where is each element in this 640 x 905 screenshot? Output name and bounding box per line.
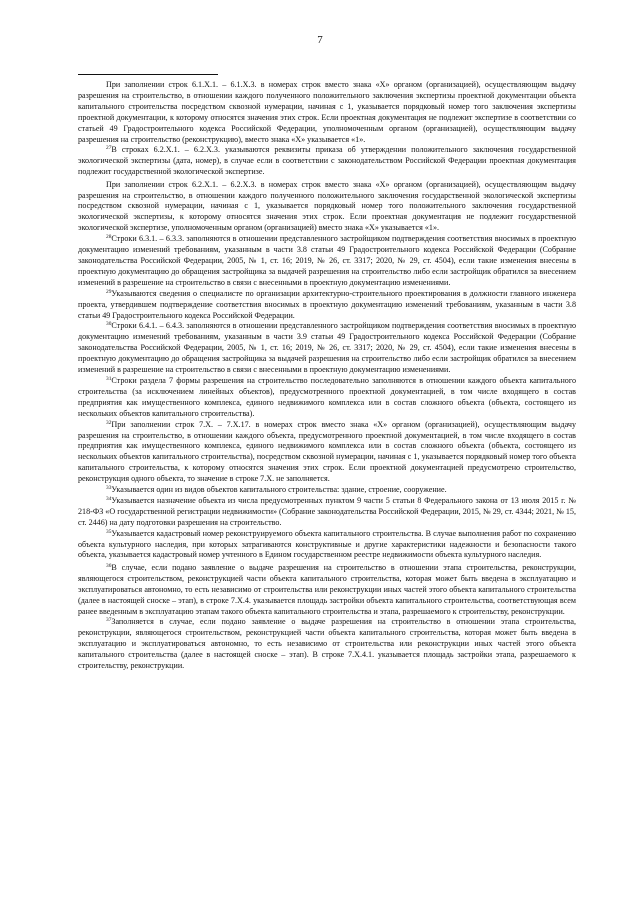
footnote-30 [78, 321, 576, 376]
footnote-32 [78, 420, 576, 485]
footnote-mark: 27 [106, 145, 112, 152]
footnote-33 [78, 485, 576, 496]
footnote-36 [78, 563, 576, 618]
footnote-text: Заполняется в случае, если подано заявление о выдаче разрешения на строительство в отношении этапа строительства, реконструкции, являющегося строительством, реконструкцией части объекта капитального строительства, которая может быть введена в эксплуатацию и эксплуатироваться автономно, то есть независимо от строительства или реконструкции иных частей этого объекта капитального строительства (далее в настоящей сноске – этап). В строке 7.Х.4.1. указывается площадь застройки этапа, разрешаемого к строительству, реконструкции. [78, 617, 576, 671]
footnote-27 [78, 145, 576, 178]
footnotes-block [78, 80, 576, 672]
footnote-mark: 32 [106, 419, 112, 426]
footnote-mark: 30 [106, 321, 112, 328]
footnote-mark: 36 [106, 562, 112, 569]
footnote-text: Указывается кадастровый номер реконструируемого объекта капитального строительства. В случае выполнения работ по сохранению объекта культурного наследия, при которых затрагиваются конструктивные и другие характеристики надежности и безопасности такого объекта, указывается кадастровый номер учтенного в Едином государственном реестре недвижимости объекта культурного наследия. [78, 528, 576, 560]
footnote-text: При заполнении строк 6.1.Х.1. – 6.1.Х.3. в номерах строк вместо знака «Х» органом (организацией), осуществляющим выдачу разрешения на строительство, в отношении каждого полученного положительного заключения экспертизы проектной документации объекта капитального строительства посредством сквозной нумерации, начиная с 1, указывается порядковый номер того заключения экспертизы проектной документации, к которому относятся значения этих строк. Если проектная документация не подлежит экспертизе в соответствии со статьей 49 Градостроительного кодекса Российской Федерации, уполномоченным органом (организацией), осуществляющим выдачу разрешения на строительство (реконструкцию), вместо знака «Х» указывается «1». [78, 80, 576, 144]
footnote-text: Указываются сведения о специалисте по организации архитектурно-строительного проектирования в должности главного инженера проекта, утвердившем подтверждение соответствия вносимых в проектную документацию изменений требованиям, указанным в части 3.8 статьи 49 Градостроительного кодекса Российской Федерации. [78, 288, 576, 320]
footnote-text: В случае, если подано заявление о выдаче разрешения на строительство в отношении этапа строительства, реконструкции, являющегося строительством, реконструкцией части объекта капитального строительства, которая может быть введена в эксплуатацию и эксплуатироваться автономно, то есть независимо от строительства или реконструкции иных частей этого объекта капитального строительства (далее в настоящей сноске – этап), в строке 7.Х.4. указывается площадь застройки объекта капитального строительства, соответствующая всем ранее введенным в эксплуатацию этапам такого объекта капитального строительства и этапа, разрешаемого к строительству, реконструкции. [78, 562, 576, 616]
footnote-text: Указывается один из видов объектов капитального строительства: здание, строение, сооружение. [111, 485, 447, 495]
footnote-text: В строках 6.2.Х.1. – 6.2.Х.3. указываются реквизиты приказа об утверждении положительного заключения государственной экологической экспертизы (дата, номер), в случае если в соответствии с законодательством Российской Федерации проектная документация подлежит государственной экологической экспертизе. [78, 145, 576, 177]
footnote-31 [78, 376, 576, 420]
footnote-text: При заполнении строк 7.Х. – 7.Х.17. в номерах строк вместо знака «Х» органом (организацией), осуществляющим выдачу разрешения на строительство, в отношении каждого объекта, предусмотренного проектной документацией, в том числе входящего в состав предприятия как имущественного комплекса, единого недвижимого комплекса или в состав сложного объекта (объекта, состоящего из нескольких объектов капитального строительства), посредством сквозной нумерации, начиная с 1, указывается порядковый номер того объекта капитального строительства, к которому относятся значения этих строк. Если проектной документацией предусмотрено строительство, реконструкция одного объекта, то значение в строке 7.Х. не заполняется. [78, 419, 576, 484]
footnote-mark: 33 [106, 485, 112, 492]
footnote-35 [78, 529, 576, 562]
footnote-34 [78, 496, 576, 529]
footnote-text: Указывается назначение объекта из числа предусмотренных пунктом 9 части 5 статьи 8 Федерального закона от 13 июля 2015 г. № 218-ФЗ «О государственной регистрации недвижимости» (Собрание законодательства Российской Федерации, 2015, № 29, ст. 4344; 2021, № 15, ст. 2446) на дату подготовки разрешения на строительство. [78, 495, 576, 527]
footnote-mark: 31 [106, 375, 112, 382]
footnote-mark: 29 [106, 288, 112, 295]
footnote-29 [78, 289, 576, 322]
footnote-text: При заполнении строк 6.2.Х.1. – 6.2.Х.3. в номерах строк вместо знака «Х» органом (организацией), осуществляющим выдачу разрешения на строительство, в отношении каждого полученного положительного заключения государственной экологической экспертизы посредством сквозной нумерации, начиная с 1, указывается порядковый номер того положительного заключения государственной экологической экспертизы, к которому относятся значения этих строк. Если проектная документация не подлежит государственной экологической экспертизе, уполномоченным органом (организацией) вместо знака «Х» указывается «1». [78, 179, 576, 233]
page-number: 7 [317, 34, 323, 46]
footnote-27-continuation [78, 180, 576, 235]
footnote-text: Строки 6.4.1. – 6.4.3. заполняются в отношении представленного застройщиком подтверждения соответствия вносимых в проектную документацию изменений требованиям, указанным в части 3.9 статьи 49 Градостроительного кодекса Российской Федерации (Собрание законодательства Российской Федерации, 2005, № 1, ст. 16; 2019, № 26, ст. 3317; 2020, № 29, ст. 4504), если такие изменения внесены в проектную документацию до обращения застройщика за выдачей разрешения на строительство либо если застройщик обратился за внесением изменений в разрешение на строительство в связи с внесенными в проектную документацию изменениями. [78, 321, 576, 375]
footnote-37 [78, 617, 576, 672]
footnote-mark: 37 [106, 617, 112, 624]
footnote-text: Строки 6.3.1. – 6.3.3. заполняются в отношении представленного застройщиком подтверждения соответствия вносимых в проектную документацию изменений требованиям, указанным в части 3.8 статьи 49 Градостроительного кодекса Российской Федерации (Собрание законодательства Российской Федерации, 2005, № 1, ст. 16; 2019, № 26, ст. 3317; 2020, № 29, ст. 4504), если такие изменения внесены в проектную документацию до обращения застройщика за выдачей разрешения на строительство либо если застройщик обратился за внесением изменений в разрешение на строительство в связи с внесенными в проектную документацию изменениями. [78, 234, 576, 287]
footnote-mark: 28 [106, 234, 112, 241]
footnote-separator [78, 74, 218, 75]
footnote-26-continuation [78, 80, 576, 145]
footnote-28 [78, 234, 576, 289]
footnote-mark: 34 [106, 495, 112, 502]
footnote-mark: 35 [106, 528, 112, 535]
footnote-text: Строки раздела 7 формы разрешения на строительство последовательно заполняются в отношении каждого объекта капитального строительства (за исключением линейных объектов), предусмотренного проектной документацией, в том числе входящего в состав предприятия как имущественного комплекса, единого недвижимого комплекса или в состав сложного объекта (объекта, состоящего из нескольких объектов капитального строительства). [78, 375, 576, 418]
